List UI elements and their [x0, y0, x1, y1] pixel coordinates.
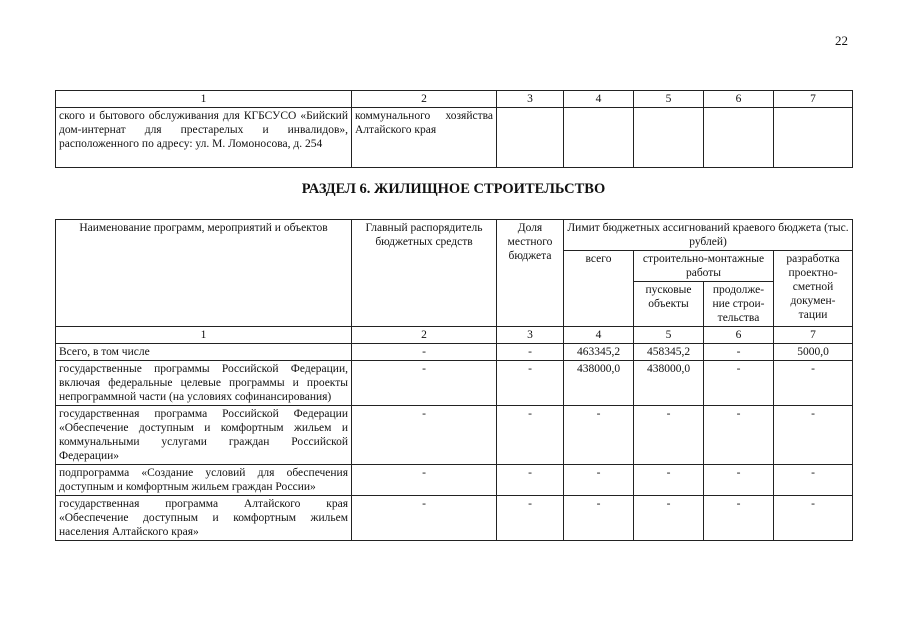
table-row [56, 406, 853, 465]
budget-table [55, 219, 853, 541]
admin-value: - [352, 344, 497, 361]
col-number: 3 [497, 327, 564, 344]
col-number: 4 [564, 91, 634, 108]
col-number: 2 [352, 91, 497, 108]
empty-cell [497, 108, 564, 168]
design-value: 5000,0 [774, 344, 853, 361]
share-value: - [497, 496, 564, 541]
page-number: 22 [835, 33, 848, 48]
launch-value: 458345,2 [634, 344, 704, 361]
header-name: Наименование программ, мероприятий и объектов [56, 220, 352, 327]
col-number: 3 [497, 91, 564, 108]
table-row [56, 344, 853, 361]
empty-cell [564, 108, 634, 168]
header-total: всего [564, 251, 634, 327]
total-value: - [564, 496, 634, 541]
continuation-table [55, 90, 853, 168]
admin-value: - [352, 465, 497, 496]
col-number: 5 [634, 327, 704, 344]
design-value: - [774, 406, 853, 465]
object-name-cell: ского и бытового обслуживания для КГБСУСО «Бийский дом-интернат для престарелых и инвалидов», расположенного по адресу: ул. М. Ломоносова, д. 254 [56, 108, 352, 168]
continuing-value: - [704, 496, 774, 541]
launch-value: - [634, 496, 704, 541]
header-design: разработка проектно-сметной докумен-тации [774, 251, 853, 327]
total-value: 438000,0 [564, 361, 634, 406]
design-value: - [774, 361, 853, 406]
header-launch: пусковые объекты [634, 282, 704, 327]
share-value: - [497, 465, 564, 496]
total-value: - [564, 406, 634, 465]
header-limit: Лимит бюджетных ассигнований краевого бюджета (тыс. рублей) [564, 220, 853, 251]
header-admin: Главный распорядитель бюджетных средств [352, 220, 497, 327]
col-number: 6 [704, 91, 774, 108]
total-value: 463345,2 [564, 344, 634, 361]
col-number: 6 [704, 327, 774, 344]
col-number: 7 [774, 91, 853, 108]
admin-value: - [352, 361, 497, 406]
col-number: 5 [634, 91, 704, 108]
section-title: РАЗДЕЛ 6. ЖИЛИЩНОЕ СТРОИТЕЛЬСТВО [301, 181, 606, 197]
table-row [56, 465, 853, 496]
col-number: 1 [56, 91, 352, 108]
program-name: государственные программы Российской Федерации, включая федеральные целевые программы и проекты непрограммной части (на условиях софинансирования) [56, 361, 352, 406]
continuing-value: - [704, 361, 774, 406]
header-row [56, 220, 853, 251]
col-number: 2 [352, 327, 497, 344]
share-value: - [497, 344, 564, 361]
admin-value: - [352, 496, 497, 541]
program-name: государственная программа Российской Федерации «Обеспечение доступным и комфортным жильем и коммунальными услугами граждан Российской Федерации» [56, 406, 352, 465]
continuing-value: - [704, 465, 774, 496]
col-number: 4 [564, 327, 634, 344]
header-construction: строительно-монтажные работы [634, 251, 774, 282]
table-row [56, 496, 853, 541]
col-number: 7 [774, 327, 853, 344]
admin-cell: коммунального хозяйства Алтайского края [352, 108, 497, 168]
empty-cell [704, 108, 774, 168]
header-continuing: продолже-ние строи-тельства [704, 282, 774, 327]
col-number: 1 [56, 327, 352, 344]
total-value: - [564, 465, 634, 496]
empty-cell [774, 108, 853, 168]
program-name: государственная программа Алтайского края «Обеспечение доступным и комфортным жильем населения Алтайского края» [56, 496, 352, 541]
share-value: - [497, 361, 564, 406]
design-value: - [774, 465, 853, 496]
continuation-row [56, 108, 853, 168]
design-value: - [774, 496, 853, 541]
table-row [56, 361, 853, 406]
continuing-value: - [704, 406, 774, 465]
continuation-header-row [56, 91, 853, 108]
column-numbers-row [56, 327, 853, 344]
header-share: Доля местного бюджета [497, 220, 564, 327]
launch-value: - [634, 406, 704, 465]
program-name: Всего, в том числе [56, 344, 352, 361]
share-value: - [497, 406, 564, 465]
admin-value: - [352, 406, 497, 465]
continuing-value: - [704, 344, 774, 361]
empty-cell [634, 108, 704, 168]
launch-value: - [634, 465, 704, 496]
program-name: подпрограмма «Создание условий для обеспечения доступным и комфортным жильем граждан России» [56, 465, 352, 496]
launch-value: 438000,0 [634, 361, 704, 406]
